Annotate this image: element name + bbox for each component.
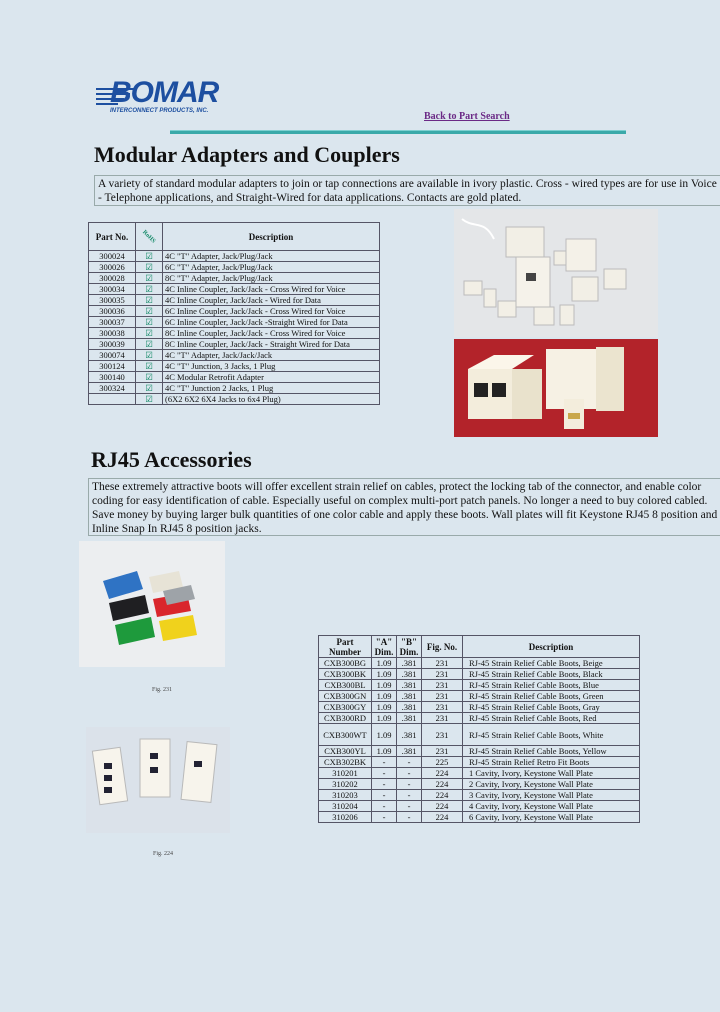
- table-row: [319, 724, 640, 746]
- column-header-a-dim: "A" Dim.: [372, 636, 397, 658]
- adapters-photo: [454, 209, 658, 337]
- fig-no-cell: 231: [422, 713, 463, 724]
- b-dim-cell: .381: [397, 713, 422, 724]
- b-dim-cell: -: [397, 757, 422, 768]
- table-row: [319, 746, 640, 757]
- part-number-cell: 300034: [89, 284, 136, 295]
- part-number-cell: 300026: [89, 262, 136, 273]
- rohs-label: RoHS: [141, 228, 157, 245]
- description-cell: 8C "T" Adapter, Jack/Plug/Jack: [163, 273, 380, 284]
- section-intro-modular-adapters: A variety of standard modular adapters to join or tap connections are available in ivory plastic. Cross - wired types are for use in Voice - Telephone applications, and Straight-Wired for data applications. Contacts are gold plated.: [94, 175, 720, 206]
- fig-no-cell: 231: [422, 691, 463, 702]
- coupler-photo-art: [454, 339, 658, 437]
- a-dim-cell: 1.09: [372, 724, 397, 746]
- description-cell: 6C Inline Coupler, Jack/Jack - Cross Wired for Voice: [163, 306, 380, 317]
- table-row: [319, 801, 640, 812]
- modular-adapters-table: [88, 222, 380, 405]
- b-dim-cell: .381: [397, 680, 422, 691]
- rohs-cell: ☑: [136, 262, 163, 273]
- part-number-cell: CXB300BK: [319, 669, 372, 680]
- fig-231-caption: Fig. 231: [152, 687, 173, 693]
- description-cell: 4C Modular Retrofit Adapter: [163, 372, 380, 383]
- fig-no-cell: 224: [422, 790, 463, 801]
- rohs-cell: ☑: [136, 306, 163, 317]
- a-dim-cell: 1.09: [372, 746, 397, 757]
- table-row: [89, 262, 380, 273]
- fig-no-cell: 231: [422, 724, 463, 746]
- description-cell: 4C Inline Coupler, Jack/Jack - Cross Wired for Voice: [163, 284, 380, 295]
- description-cell: 4C "T" Junction 2 Jacks, 1 Plug: [163, 383, 380, 394]
- table-row: [89, 339, 380, 350]
- logo-text: BOMAR: [110, 76, 219, 109]
- column-header-description: Description: [163, 223, 380, 251]
- fig-no-cell: 225: [422, 757, 463, 768]
- description-cell: RJ-45 Strain Relief Cable Boots, Green: [463, 691, 640, 702]
- section-title-modular-adapters: Modular Adapters and Couplers: [94, 142, 400, 167]
- column-header-description: Description: [463, 636, 640, 658]
- description-cell: 8C Inline Coupler, Jack/Jack - Cross Wired for Voice: [163, 328, 380, 339]
- rj45-accessories-table: [318, 635, 640, 823]
- fig-no-cell: 231: [422, 746, 463, 757]
- fig-no-cell: 224: [422, 801, 463, 812]
- table-row: [319, 702, 640, 713]
- table-row: [319, 779, 640, 790]
- divider: [170, 130, 626, 134]
- table-row: [319, 812, 640, 823]
- fig-224-caption: Fig. 224: [153, 851, 174, 857]
- rohs-cell: ☑: [136, 394, 163, 405]
- part-number-cell: [89, 394, 136, 405]
- a-dim-cell: 1.09: [372, 702, 397, 713]
- table-row: [319, 658, 640, 669]
- description-cell: 2 Cavity, Ivory, Keystone Wall Plate: [463, 779, 640, 790]
- b-dim-cell: -: [397, 779, 422, 790]
- column-header-fig-no: Fig. No.: [422, 636, 463, 658]
- rohs-cell: ☑: [136, 372, 163, 383]
- description-cell: (6X2 6X2 6X4 Jacks to 6x4 Plug): [163, 394, 380, 405]
- table-row: [89, 251, 380, 262]
- part-number-cell: 310203: [319, 790, 372, 801]
- a-dim-cell: 1.09: [372, 658, 397, 669]
- description-cell: 4C "T" Adapter, Jack/Plug/Jack: [163, 251, 380, 262]
- table-row: [89, 284, 380, 295]
- part-number-cell: 300140: [89, 372, 136, 383]
- column-header-b-dim: "B" Dim.: [397, 636, 422, 658]
- fig-no-cell: 224: [422, 779, 463, 790]
- table-row: [319, 713, 640, 724]
- rohs-cell: ☑: [136, 273, 163, 284]
- section-intro-rj45-accessories: These extremely attractive boots will offer excellent strain relief on cables, protect the locking tab of the connector, and enable color coding for easy identification of cable. Especially useful on complex multi-port patch panels. No longer a need to buy colored cabled. Save money by buying larger bulk quantities of one color cable and apply these boots. Wall plates will fit Keystone RJ45 8 position and Inline Snap In RJ45 8 position jacks.: [88, 478, 720, 536]
- table-row: [319, 669, 640, 680]
- table-row: [319, 680, 640, 691]
- table-row: [319, 790, 640, 801]
- description-cell: RJ-45 Strain Relief Cable Boots, White: [463, 724, 640, 746]
- bomar-logo: [96, 78, 246, 118]
- b-dim-cell: -: [397, 768, 422, 779]
- part-number-cell: 300028: [89, 273, 136, 284]
- a-dim-cell: -: [372, 812, 397, 823]
- table-row: [89, 372, 380, 383]
- part-number-cell: 310206: [319, 812, 372, 823]
- fig-no-cell: 231: [422, 702, 463, 713]
- part-number-cell: 300124: [89, 361, 136, 372]
- table-row: [89, 383, 380, 394]
- part-number-cell: CXB302BK: [319, 757, 372, 768]
- b-dim-cell: -: [397, 801, 422, 812]
- part-number-cell: 310202: [319, 779, 372, 790]
- wall-plates-photo-art: [86, 727, 230, 833]
- part-number-cell: 300039: [89, 339, 136, 350]
- cable-boots-photo: [79, 541, 225, 667]
- b-dim-cell: .381: [397, 669, 422, 680]
- back-to-part-search-link[interactable]: Back to Part Search: [424, 111, 510, 122]
- description-cell: RJ-45 Strain Relief Cable Boots, Black: [463, 669, 640, 680]
- cable-boots-photo-art: [79, 541, 225, 667]
- table-row: [319, 768, 640, 779]
- description-cell: 4C Inline Coupler, Jack/Jack - Wired for Data: [163, 295, 380, 306]
- section-title-rj45-accessories: RJ45 Accessories: [91, 447, 252, 472]
- rohs-cell: ☑: [136, 361, 163, 372]
- a-dim-cell: -: [372, 779, 397, 790]
- table-row: [319, 757, 640, 768]
- fig-no-cell: 224: [422, 768, 463, 779]
- table-row: [89, 328, 380, 339]
- a-dim-cell: 1.09: [372, 691, 397, 702]
- table-row: [89, 295, 380, 306]
- a-dim-cell: 1.09: [372, 713, 397, 724]
- description-cell: RJ-45 Strain Relief Retro Fit Boots: [463, 757, 640, 768]
- table-row: [89, 394, 380, 405]
- column-header-part-number: Part Number: [319, 636, 372, 658]
- description-cell: RJ-45 Strain Relief Cable Boots, Red: [463, 713, 640, 724]
- logo-subtitle: INTERCONNECT PRODUCTS, INC.: [110, 108, 209, 114]
- description-cell: RJ-45 Strain Relief Cable Boots, Gray: [463, 702, 640, 713]
- part-number-cell: CXB300BL: [319, 680, 372, 691]
- b-dim-cell: .381: [397, 724, 422, 746]
- rohs-cell: ☑: [136, 350, 163, 361]
- part-number-cell: 310204: [319, 801, 372, 812]
- a-dim-cell: -: [372, 790, 397, 801]
- coupler-photo: [454, 339, 658, 437]
- part-number-cell: 300324: [89, 383, 136, 394]
- rohs-cell: ☑: [136, 317, 163, 328]
- a-dim-cell: 1.09: [372, 669, 397, 680]
- rohs-cell: ☑: [136, 383, 163, 394]
- fig-no-cell: 231: [422, 658, 463, 669]
- table-row: [89, 350, 380, 361]
- table-row: [319, 691, 640, 702]
- table-row: [89, 361, 380, 372]
- a-dim-cell: -: [372, 801, 397, 812]
- description-cell: 4C "T" Adapter, Jack/Jack/Jack: [163, 350, 380, 361]
- part-number-cell: CXB300RD: [319, 713, 372, 724]
- description-cell: 6C "T" Adapter, Jack/Plug/Jack: [163, 262, 380, 273]
- part-number-cell: 300024: [89, 251, 136, 262]
- part-number-cell: CXB300GN: [319, 691, 372, 702]
- rohs-cell: ☑: [136, 251, 163, 262]
- table-row: [89, 317, 380, 328]
- part-number-cell: CXB300YL: [319, 746, 372, 757]
- column-header-rohs: [136, 223, 163, 251]
- adapters-photo-art: [454, 209, 658, 337]
- description-cell: 4 Cavity, Ivory, Keystone Wall Plate: [463, 801, 640, 812]
- rohs-cell: ☑: [136, 328, 163, 339]
- b-dim-cell: .381: [397, 691, 422, 702]
- rohs-cell: ☑: [136, 284, 163, 295]
- fig-no-cell: 231: [422, 680, 463, 691]
- description-cell: 8C Inline Coupler, Jack/Jack - Straight Wired for Data: [163, 339, 380, 350]
- description-cell: 1 Cavity, Ivory, Keystone Wall Plate: [463, 768, 640, 779]
- fig-no-cell: 224: [422, 812, 463, 823]
- wall-plates-photo: [86, 727, 230, 833]
- part-number-cell: 300036: [89, 306, 136, 317]
- description-cell: RJ-45 Strain Relief Cable Boots, Blue: [463, 680, 640, 691]
- description-cell: 4C "T" Junction, 3 Jacks, 1 Plug: [163, 361, 380, 372]
- part-number-cell: 300074: [89, 350, 136, 361]
- a-dim-cell: -: [372, 757, 397, 768]
- description-cell: RJ-45 Strain Relief Cable Boots, Yellow: [463, 746, 640, 757]
- rohs-cell: ☑: [136, 295, 163, 306]
- part-number-cell: 310201: [319, 768, 372, 779]
- part-number-cell: 300038: [89, 328, 136, 339]
- b-dim-cell: .381: [397, 658, 422, 669]
- b-dim-cell: -: [397, 790, 422, 801]
- part-number-cell: CXB300WT: [319, 724, 372, 746]
- description-cell: 6 Cavity, Ivory, Keystone Wall Plate: [463, 812, 640, 823]
- description-cell: 6C Inline Coupler, Jack/Jack -Straight Wired for Data: [163, 317, 380, 328]
- part-number-cell: CXB300GY: [319, 702, 372, 713]
- part-number-cell: CXB300BG: [319, 658, 372, 669]
- fig-no-cell: 231: [422, 669, 463, 680]
- column-header-part-no: Part No.: [89, 223, 136, 251]
- b-dim-cell: .381: [397, 702, 422, 713]
- table-row: [89, 306, 380, 317]
- description-cell: RJ-45 Strain Relief Cable Boots, Beige: [463, 658, 640, 669]
- a-dim-cell: 1.09: [372, 680, 397, 691]
- part-number-cell: 300037: [89, 317, 136, 328]
- part-number-cell: 300035: [89, 295, 136, 306]
- description-cell: 3 Cavity, Ivory, Keystone Wall Plate: [463, 790, 640, 801]
- table-row: [89, 273, 380, 284]
- a-dim-cell: -: [372, 768, 397, 779]
- b-dim-cell: -: [397, 812, 422, 823]
- b-dim-cell: .381: [397, 746, 422, 757]
- rohs-cell: ☑: [136, 339, 163, 350]
